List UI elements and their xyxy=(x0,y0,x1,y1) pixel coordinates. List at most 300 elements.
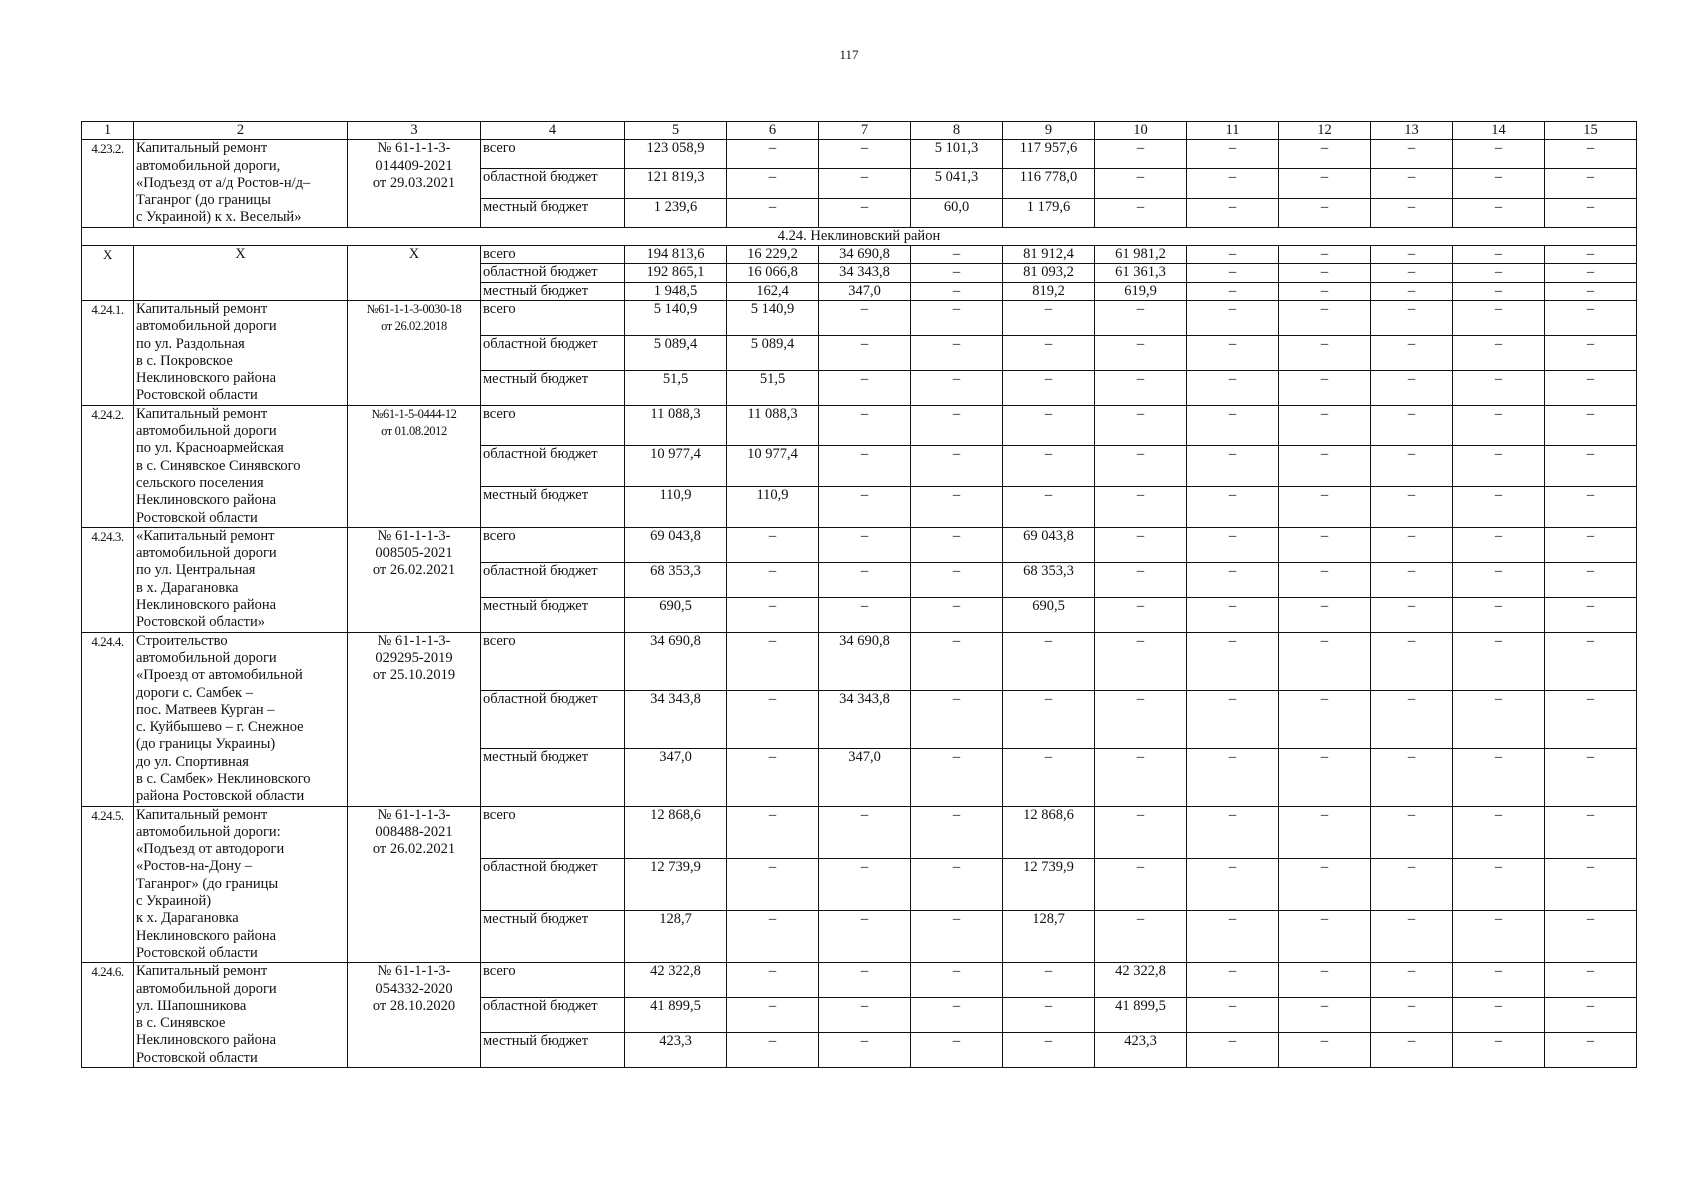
value-cell: – xyxy=(727,911,819,963)
value-cell: 1 239,6 xyxy=(625,198,727,227)
value-cell: – xyxy=(911,1033,1003,1068)
funding-source: местный бюджет xyxy=(481,597,625,632)
value-cell: – xyxy=(819,370,911,405)
value-cell: – xyxy=(1095,405,1187,446)
object-name-line: по ул. Раздольная xyxy=(136,335,245,352)
value-cell: – xyxy=(727,597,819,632)
registration-line: № 61-1-1-3- xyxy=(377,963,451,980)
value-cell: – xyxy=(1003,963,1095,998)
value-cell: – xyxy=(1279,911,1371,963)
value-cell: 12 868,6 xyxy=(1003,806,1095,858)
value-cell: 61 361,3 xyxy=(1095,264,1187,282)
value-cell: – xyxy=(1371,998,1453,1033)
value-cell: – xyxy=(1453,858,1545,910)
value-cell: – xyxy=(819,140,911,169)
value-cell: – xyxy=(1279,198,1371,227)
value-cell: – xyxy=(1187,169,1279,198)
value-cell: 10 977,4 xyxy=(727,446,819,487)
value-cell: – xyxy=(911,405,1003,446)
value-cell: – xyxy=(1187,140,1279,169)
value-cell: 16 066,8 xyxy=(727,264,819,282)
object-name-line: Х xyxy=(235,246,246,263)
value-cell: – xyxy=(1187,370,1279,405)
value-cell: 10 977,4 xyxy=(625,446,727,487)
value-cell: – xyxy=(1187,998,1279,1033)
table-row xyxy=(82,246,1637,264)
value-cell: – xyxy=(1545,998,1637,1033)
value-cell: – xyxy=(819,858,911,910)
value-cell: 690,5 xyxy=(1003,597,1095,632)
value-cell: 110,9 xyxy=(625,487,727,528)
funding-source: местный бюджет xyxy=(481,911,625,963)
value-cell: – xyxy=(1371,487,1453,528)
value-cell: – xyxy=(911,748,1003,806)
registration-line: №61-1-5-0444-12 xyxy=(371,406,457,421)
value-cell: 116 778,0 xyxy=(1003,169,1095,198)
value-cell: – xyxy=(911,300,1003,335)
value-cell: 5 140,9 xyxy=(727,300,819,335)
value-cell: – xyxy=(1371,527,1453,562)
value-cell: – xyxy=(727,1033,819,1068)
object-name xyxy=(134,300,348,405)
item-number: 4.24.2. xyxy=(82,405,134,527)
object-name xyxy=(134,527,348,632)
funding-source: местный бюджет xyxy=(481,1033,625,1068)
value-cell: 68 353,3 xyxy=(1003,562,1095,597)
object-name xyxy=(134,405,348,527)
value-cell: 128,7 xyxy=(1003,911,1095,963)
object-name-line: ул. Шапошникова xyxy=(136,997,247,1014)
funding-source: всего xyxy=(481,632,625,690)
value-cell: – xyxy=(1279,282,1371,300)
value-cell: – xyxy=(727,963,819,998)
item-number: 4.24.4. xyxy=(82,632,134,806)
funding-source: всего xyxy=(481,527,625,562)
value-cell: – xyxy=(1095,690,1187,748)
value-cell: – xyxy=(1003,487,1095,528)
column-header: 15 xyxy=(1545,122,1637,140)
value-cell: – xyxy=(1371,806,1453,858)
value-cell: 162,4 xyxy=(727,282,819,300)
value-cell: – xyxy=(911,264,1003,282)
value-cell: – xyxy=(911,963,1003,998)
value-cell: – xyxy=(1187,597,1279,632)
value-cell: – xyxy=(1095,632,1187,690)
value-cell: – xyxy=(1453,169,1545,198)
column-header: 5 xyxy=(625,122,727,140)
object-name xyxy=(134,632,348,806)
value-cell: – xyxy=(1453,198,1545,227)
value-cell: – xyxy=(1187,264,1279,282)
object-name-line: автомобильной дороги xyxy=(136,318,277,335)
value-cell: 128,7 xyxy=(625,911,727,963)
value-cell: – xyxy=(1003,1033,1095,1068)
value-cell: 51,5 xyxy=(625,370,727,405)
object-name-line: в с. Самбек» Неклиновского xyxy=(136,770,311,787)
funding-source: всего xyxy=(481,140,625,169)
value-cell: 423,3 xyxy=(1095,1033,1187,1068)
value-cell: – xyxy=(1453,632,1545,690)
value-cell: – xyxy=(1371,963,1453,998)
value-cell: – xyxy=(1453,246,1545,264)
value-cell: – xyxy=(1453,597,1545,632)
registration-line: № 61-1-1-3- xyxy=(377,632,451,649)
funding-source: областной бюджет xyxy=(481,998,625,1033)
value-cell: – xyxy=(1003,446,1095,487)
object-name-line: района Ростовской области xyxy=(136,788,305,805)
value-cell: – xyxy=(1545,562,1637,597)
object-name-line: Капитальный ремонт xyxy=(136,963,268,980)
column-header: 12 xyxy=(1279,122,1371,140)
value-cell: – xyxy=(1371,748,1453,806)
funding-source: местный бюджет xyxy=(481,282,625,300)
table-row xyxy=(82,963,1637,998)
value-cell: – xyxy=(727,690,819,748)
value-cell: – xyxy=(727,198,819,227)
value-cell: – xyxy=(1003,998,1095,1033)
value-cell: 5 041,3 xyxy=(911,169,1003,198)
funding-source: областной бюджет xyxy=(481,858,625,910)
value-cell: – xyxy=(1095,527,1187,562)
value-cell: – xyxy=(1453,282,1545,300)
value-cell: – xyxy=(911,487,1003,528)
funding-source: всего xyxy=(481,806,625,858)
object-name-line: с Украиной) xyxy=(136,893,212,910)
column-header: 13 xyxy=(1371,122,1453,140)
object-name-line: до ул. Спортивная xyxy=(136,753,249,770)
value-cell: – xyxy=(819,335,911,370)
object-name-line: Ростовской области xyxy=(136,1049,258,1066)
value-cell: – xyxy=(1279,858,1371,910)
value-cell: – xyxy=(819,597,911,632)
object-name-line: автомобильной дороги, xyxy=(136,157,281,174)
value-cell: – xyxy=(1371,405,1453,446)
registration-line: от 26.02.2021 xyxy=(372,562,456,579)
value-cell: – xyxy=(1545,597,1637,632)
value-cell: – xyxy=(1095,198,1187,227)
registration-line: 014409-2021 xyxy=(375,157,453,174)
value-cell: – xyxy=(1371,140,1453,169)
value-cell: – xyxy=(1187,632,1279,690)
funding-source: местный бюджет xyxy=(481,487,625,528)
value-cell: – xyxy=(1187,527,1279,562)
value-cell: – xyxy=(1003,690,1095,748)
value-cell: – xyxy=(1371,282,1453,300)
table-row xyxy=(82,527,1637,562)
value-cell: – xyxy=(1279,748,1371,806)
value-cell: – xyxy=(1453,370,1545,405)
funding-source: областной бюджет xyxy=(481,169,625,198)
value-cell: – xyxy=(1095,806,1187,858)
value-cell: – xyxy=(1279,998,1371,1033)
funding-source: областной бюджет xyxy=(481,446,625,487)
funding-source: всего xyxy=(481,246,625,264)
value-cell: 41 899,5 xyxy=(1095,998,1187,1033)
object-name-line: Капитальный ремонт xyxy=(136,405,268,422)
value-cell: – xyxy=(819,446,911,487)
column-header: 4 xyxy=(481,122,625,140)
object-name-line: с Украиной) к х. Веселый» xyxy=(136,209,302,226)
value-cell: – xyxy=(1187,562,1279,597)
object-name-line: с. Куйбышево – г. Снежное xyxy=(136,719,304,736)
value-cell: – xyxy=(1453,806,1545,858)
object-name xyxy=(134,140,348,227)
object-name-line: пос. Матвеев Курган – xyxy=(136,701,275,718)
budget-table xyxy=(81,121,1637,1068)
object-name-line: Ростовской области» xyxy=(136,614,266,631)
registration-number xyxy=(348,405,481,527)
value-cell: 192 865,1 xyxy=(625,264,727,282)
value-cell: – xyxy=(1095,300,1187,335)
value-cell: – xyxy=(1187,487,1279,528)
value-cell: – xyxy=(1095,335,1187,370)
registration-line: от 26.02.2021 xyxy=(372,841,456,858)
value-cell: 5 089,4 xyxy=(625,335,727,370)
object-name-line: по ул. Центральная xyxy=(136,562,256,579)
item-number: 4.24.5. xyxy=(82,806,134,963)
column-header: 8 xyxy=(911,122,1003,140)
value-cell: 619,9 xyxy=(1095,282,1187,300)
value-cell: – xyxy=(1187,246,1279,264)
value-cell: – xyxy=(1279,562,1371,597)
value-cell: – xyxy=(1187,806,1279,858)
registration-line: 008488-2021 xyxy=(375,823,453,840)
value-cell: 68 353,3 xyxy=(625,562,727,597)
value-cell: 5 140,9 xyxy=(625,300,727,335)
object-name-line: в х. Дарагановка xyxy=(136,579,239,596)
item-number: 4.24.1. xyxy=(82,300,134,405)
object-name-line: Неклиновского района xyxy=(136,597,277,614)
value-cell: – xyxy=(1003,632,1095,690)
value-cell: – xyxy=(1187,282,1279,300)
funding-source: всего xyxy=(481,300,625,335)
value-cell: 69 043,8 xyxy=(625,527,727,562)
value-cell: – xyxy=(911,806,1003,858)
object-name-line: (до границы Украины) xyxy=(136,736,276,753)
value-cell: – xyxy=(1279,632,1371,690)
value-cell: – xyxy=(1371,300,1453,335)
value-cell: – xyxy=(819,998,911,1033)
value-cell: – xyxy=(1187,1033,1279,1068)
column-header: 9 xyxy=(1003,122,1095,140)
value-cell: – xyxy=(1453,963,1545,998)
value-cell: 12 868,6 xyxy=(625,806,727,858)
value-cell: – xyxy=(1095,169,1187,198)
value-cell: – xyxy=(819,300,911,335)
value-cell: – xyxy=(1545,446,1637,487)
value-cell: – xyxy=(1453,446,1545,487)
value-cell: – xyxy=(1095,140,1187,169)
value-cell: – xyxy=(911,858,1003,910)
value-cell: 347,0 xyxy=(819,748,911,806)
table-row xyxy=(82,405,1637,446)
value-cell: 12 739,9 xyxy=(625,858,727,910)
value-cell: – xyxy=(1187,300,1279,335)
object-name-line: Капитальный ремонт xyxy=(136,300,268,317)
value-cell: 81 912,4 xyxy=(1003,246,1095,264)
item-number: 4.24.6. xyxy=(82,963,134,1068)
object-name-line: Неклиновского района xyxy=(136,370,277,387)
value-cell: – xyxy=(1545,527,1637,562)
value-cell: – xyxy=(1545,169,1637,198)
value-cell: – xyxy=(1453,690,1545,748)
value-cell: – xyxy=(1453,527,1545,562)
value-cell: 423,3 xyxy=(625,1033,727,1068)
object-name-line: «Ростов-на-Дону – xyxy=(136,858,253,875)
object-name-line: «Подъезд от а/д Ростов-н/д– xyxy=(136,174,311,191)
value-cell: – xyxy=(1545,690,1637,748)
value-cell: – xyxy=(819,562,911,597)
value-cell: – xyxy=(727,632,819,690)
funding-source: всего xyxy=(481,405,625,446)
value-cell: 61 981,2 xyxy=(1095,246,1187,264)
value-cell: – xyxy=(1095,562,1187,597)
registration-number xyxy=(348,246,481,301)
value-cell: – xyxy=(1545,198,1637,227)
value-cell: – xyxy=(1545,264,1637,282)
registration-line: Х xyxy=(408,246,420,263)
value-cell: – xyxy=(727,140,819,169)
object-name-line: в с. Синявское Синявского xyxy=(136,457,301,474)
registration-number xyxy=(348,806,481,963)
section-row xyxy=(82,227,1637,245)
table-row xyxy=(82,140,1637,169)
value-cell: – xyxy=(1187,690,1279,748)
object-name-line: Неклиновского района xyxy=(136,1032,277,1049)
object-name-line: Ростовской области xyxy=(136,387,258,404)
funding-source: местный бюджет xyxy=(481,748,625,806)
registration-line: №61-1-1-3-0030-18 xyxy=(366,301,462,316)
value-cell: – xyxy=(1279,246,1371,264)
value-cell: – xyxy=(1187,963,1279,998)
value-cell: – xyxy=(911,246,1003,264)
object-name-line: сельского поселения xyxy=(136,474,264,491)
value-cell: – xyxy=(1371,1033,1453,1068)
value-cell: – xyxy=(911,597,1003,632)
value-cell: – xyxy=(1371,690,1453,748)
value-cell: – xyxy=(1003,748,1095,806)
object-name-line: «Подъезд от автодороги xyxy=(136,841,285,858)
object-name-line: Таганрог (до границы xyxy=(136,192,271,209)
object-name-line: «Проезд от автомобильной xyxy=(136,667,303,684)
value-cell: 34 690,8 xyxy=(625,632,727,690)
value-cell: – xyxy=(1453,1033,1545,1068)
value-cell: – xyxy=(911,562,1003,597)
value-cell: – xyxy=(727,748,819,806)
value-cell: 5 089,4 xyxy=(727,335,819,370)
registration-line: от 26.02.2018 xyxy=(381,319,447,334)
value-cell: – xyxy=(1371,858,1453,910)
value-cell: – xyxy=(1095,911,1187,963)
value-cell: – xyxy=(1003,300,1095,335)
value-cell: – xyxy=(1371,198,1453,227)
registration-line: от 01.08.2012 xyxy=(381,424,447,439)
value-cell: – xyxy=(1371,911,1453,963)
value-cell: – xyxy=(727,998,819,1033)
column-header: 11 xyxy=(1187,122,1279,140)
value-cell: – xyxy=(911,998,1003,1033)
value-cell: – xyxy=(1279,527,1371,562)
value-cell: – xyxy=(727,562,819,597)
value-cell: – xyxy=(819,198,911,227)
value-cell: – xyxy=(1279,597,1371,632)
value-cell: – xyxy=(1095,597,1187,632)
value-cell: 34 690,8 xyxy=(819,632,911,690)
object-name-line: Строительство xyxy=(136,632,228,649)
value-cell: – xyxy=(1187,446,1279,487)
value-cell: – xyxy=(1279,370,1371,405)
value-cell: – xyxy=(1371,335,1453,370)
value-cell: – xyxy=(727,858,819,910)
object-name-line: к х. Дарагановка xyxy=(136,910,239,927)
table-row xyxy=(82,300,1637,335)
object-name-line: «Капитальный ремонт xyxy=(136,527,275,544)
object-name xyxy=(134,806,348,963)
value-cell: – xyxy=(1279,169,1371,198)
registration-number xyxy=(348,527,481,632)
value-cell: – xyxy=(1371,446,1453,487)
value-cell: – xyxy=(1371,632,1453,690)
value-cell: – xyxy=(1371,370,1453,405)
value-cell: – xyxy=(1453,300,1545,335)
registration-number xyxy=(348,632,481,806)
value-cell: – xyxy=(819,806,911,858)
value-cell: – xyxy=(1279,264,1371,282)
object-name xyxy=(134,963,348,1068)
value-cell: – xyxy=(911,690,1003,748)
value-cell: – xyxy=(819,1033,911,1068)
object-name-line: Ростовской области xyxy=(136,509,258,526)
value-cell: – xyxy=(1187,198,1279,227)
value-cell: – xyxy=(1453,748,1545,806)
value-cell: 42 322,8 xyxy=(1095,963,1187,998)
value-cell: – xyxy=(1453,911,1545,963)
registration-line: 008505-2021 xyxy=(375,545,453,562)
column-header: 14 xyxy=(1453,122,1545,140)
column-header: 3 xyxy=(348,122,481,140)
value-cell: – xyxy=(1279,963,1371,998)
value-cell: – xyxy=(1453,487,1545,528)
value-cell: – xyxy=(1545,858,1637,910)
registration-line: от 25.10.2019 xyxy=(372,667,456,684)
value-cell: – xyxy=(911,446,1003,487)
value-cell: – xyxy=(1003,370,1095,405)
funding-source: областной бюджет xyxy=(481,562,625,597)
value-cell: – xyxy=(911,911,1003,963)
column-header: 1 xyxy=(82,122,134,140)
value-cell: – xyxy=(911,632,1003,690)
object-name-line: автомобильной дороги xyxy=(136,545,277,562)
value-cell: – xyxy=(1545,632,1637,690)
value-cell: 34 343,8 xyxy=(625,690,727,748)
value-cell: – xyxy=(1371,246,1453,264)
funding-source: областной бюджет xyxy=(481,264,625,282)
object-name-line: автомобильной дороги: xyxy=(136,823,281,840)
value-cell: 347,0 xyxy=(625,748,727,806)
value-cell: – xyxy=(819,487,911,528)
registration-line: № 61-1-1-3- xyxy=(377,527,451,544)
value-cell: – xyxy=(1279,446,1371,487)
value-cell: – xyxy=(1279,405,1371,446)
value-cell: – xyxy=(1187,748,1279,806)
column-header-row xyxy=(82,122,1637,140)
value-cell: – xyxy=(819,405,911,446)
value-cell: – xyxy=(911,370,1003,405)
object-name-line: Капитальный ремонт xyxy=(136,806,268,823)
value-cell: 110,9 xyxy=(727,487,819,528)
value-cell: 69 043,8 xyxy=(1003,527,1095,562)
registration-number xyxy=(348,140,481,227)
